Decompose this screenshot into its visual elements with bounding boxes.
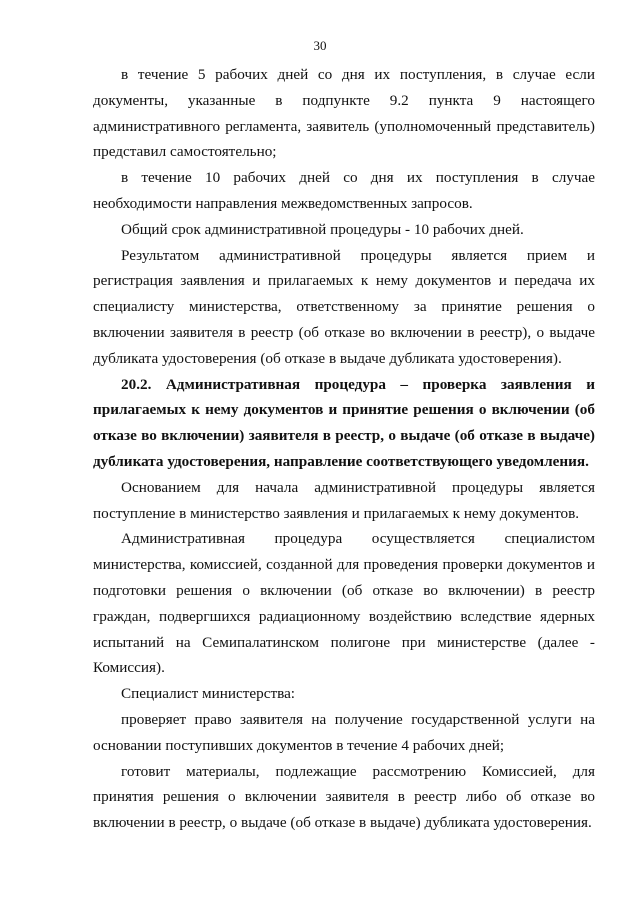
page-number: 30 xyxy=(313,38,327,53)
paragraph: Административная процедура осуществляется специалистом министерства, комиссией, созданной для проведения проверки документов и подготовки решения о включении (об отказе во включении) в реестр граждан, подвергшихся радиационному воздействию вследствие ядерных испытаний на Семипалатинском полигоне при министерстве (далее - Комиссия). xyxy=(93,530,595,677)
paragraph: готовит материалы, подлежащие рассмотрению Комиссией, для принятия решения о включении заявителя в реестр либо об отказе во включении в реестр, о выдаче (об отказе в выдаче) дубликата удостоверения. xyxy=(93,762,595,832)
paragraph: Результатом административной процедуры является прием и регистрация заявления и прилагаемых к нему документов и передача их специалисту министерства, ответственному за принятие решения о включении заявителя в реестр (об отказе во включении в реестр), о выдаче дубликата удостоверения (об отказе в выдаче дубликата удостоверения). xyxy=(93,246,595,367)
paragraph: в течение 5 рабочих дней со дня их поступления, в случае если документы, указанные в подпункте 9.2 пункта 9 настоящего административного регламента, заявитель (уполномоченный представитель) представил самостоятельно; xyxy=(93,66,595,161)
paragraph: в течение 10 рабочих дней со дня их поступления в случае необходимости направления межведомственных запросов. xyxy=(93,169,595,212)
paragraph: Основанием для начала административной процедуры является поступление в министерство заявления и прилагаемых к нему документов. xyxy=(93,478,595,522)
document-body xyxy=(93,62,595,836)
paragraph: проверяет право заявителя на получение государственной услуги на основании поступивших документов в течение 4 рабочих дней; xyxy=(93,710,595,754)
section-heading-paragraph: 20.2. Административная процедура – проверка заявления и прилагаемых к нему документов и принятие решения о включении (об отказе во включении) заявителя в реестр, о выдаче (об отказе в выдаче) дубликата удостоверения, направление соответствующего уведомления. xyxy=(93,375,595,470)
paragraph: Специалист министерства: xyxy=(121,685,296,703)
paragraph: Общий срок административной процедуры - 10 рабочих дней. xyxy=(121,220,524,238)
